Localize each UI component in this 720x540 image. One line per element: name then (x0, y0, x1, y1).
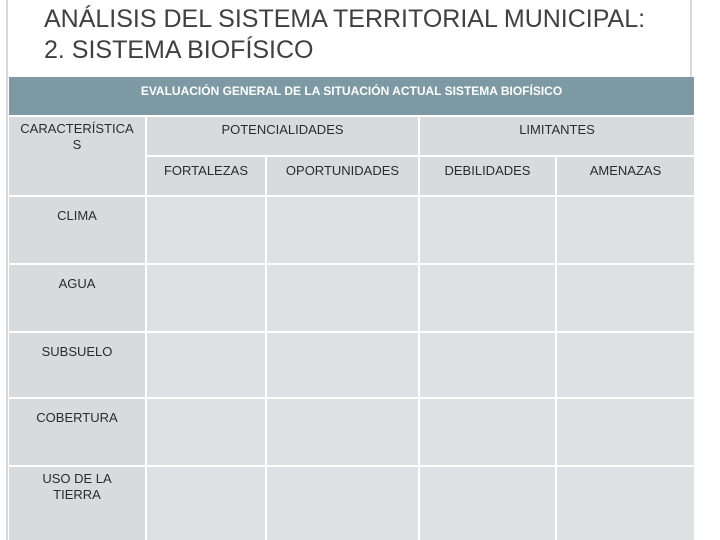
cell-uso-debilidades[interactable] (420, 467, 555, 540)
cell-cobertura-fortalezas[interactable] (147, 399, 265, 465)
cell-clima-fortalezas[interactable] (147, 197, 265, 263)
group-header-potencialidades: POTENCIALIDADES (147, 117, 418, 155)
left-border-line (6, 0, 8, 540)
slide-title (44, 4, 720, 66)
table-header: EVALUACIÓN GENERAL DE LA SITUACIÓN ACTUAL SISTEMA BIOFÍSICO (9, 77, 694, 115)
cell-subsuelo-amenazas[interactable] (557, 333, 694, 397)
row-label-uso-de-la-tierra-text: USO DE LA TIERRA (42, 471, 112, 502)
cell-agua-debilidades[interactable] (420, 265, 555, 331)
slide-title-line-2: 2. SISTEMA BIOFÍSICO (44, 36, 314, 64)
cell-cobertura-debilidades[interactable] (420, 399, 555, 465)
characteristic-header-label: CARACTERÍSTICA S (20, 121, 134, 152)
subheader-fortalezas: FORTALEZAS (147, 157, 265, 195)
slide-title-line-1: ANÁLISIS DEL SISTEMA TERRITORIAL MUNICIPAL: (44, 5, 646, 33)
subheader-oportunidades: OPORTUNIDADES (267, 157, 418, 195)
cell-agua-fortalezas[interactable] (147, 265, 265, 331)
cell-uso-oportunidades[interactable] (267, 467, 418, 540)
cell-cobertura-amenazas[interactable] (557, 399, 694, 465)
row-label-clima: CLIMA (9, 197, 145, 263)
cell-clima-oportunidades[interactable] (267, 197, 418, 263)
cell-subsuelo-fortalezas[interactable] (147, 333, 265, 397)
row-label-uso-de-la-tierra (9, 467, 145, 540)
cell-clima-amenazas[interactable] (557, 197, 694, 263)
cell-agua-oportunidades[interactable] (267, 265, 418, 331)
row-label-agua: AGUA (9, 265, 145, 331)
group-header-limitantes: LIMITANTES (420, 117, 694, 155)
row-label-cobertura: COBERTURA (9, 399, 145, 465)
cell-uso-amenazas[interactable] (557, 467, 694, 540)
characteristic-header (9, 117, 145, 195)
cell-subsuelo-debilidades[interactable] (420, 333, 555, 397)
cell-clima-debilidades[interactable] (420, 197, 555, 263)
evaluation-table (9, 77, 694, 540)
subheader-debilidades: DEBILIDADES (420, 157, 555, 195)
cell-subsuelo-oportunidades[interactable] (267, 333, 418, 397)
subheader-amenazas: AMENAZAS (557, 157, 694, 195)
cell-cobertura-oportunidades[interactable] (267, 399, 418, 465)
row-label-subsuelo: SUBSUELO (9, 333, 145, 397)
cell-agua-amenazas[interactable] (557, 265, 694, 331)
cell-uso-fortalezas[interactable] (147, 467, 265, 540)
